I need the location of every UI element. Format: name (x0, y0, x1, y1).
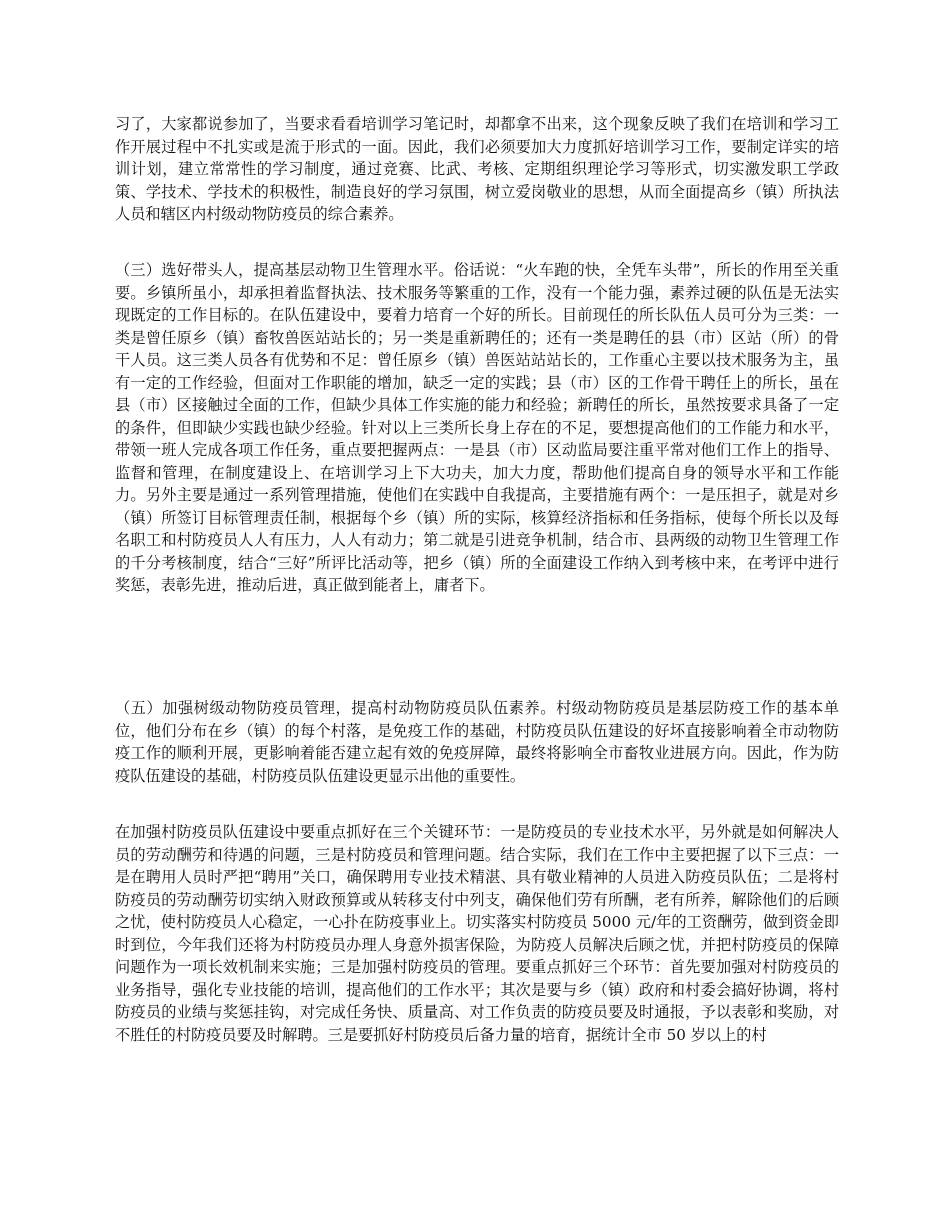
paragraph-training: 习了，大家都说参加了，当要求看看培训学习笔记时，却都拿不出来，这个现象反映了我们在培训和学习工作开展过程中不扎实或是流于形式的一面。因此，我们必须要加大力度抓好培训学习工作，要制定详实的培训计划，建立常常性的学习制度，通过竞赛、比武、考核、定期组织理论学习等形式，切实激发职工学政策、学技术、学技术的积极性，制造良好的学习氛围，树立爱岗敬业的思想，从而全面提高乡（镇）所执法人员和辖区内村级动物防疫员的综合素养。 (115, 115, 839, 223)
paragraph-section-five: （五）加强树级动物防疫员管理，提高村动物防疫员队伍素养。村级动物防疫员是基层防疫工作的基本单位，他们分布在乡（镇）的每个村落，是免疫工作的基础，村防疫员队伍建设的好坏直接影响着全市动物防疫工作的顺利开展，更影响着能否建立起有效的免疫屏障，最终将影响全市畜牧业进展方向。因此，作为防疫队伍建设的基础，村防疫员队伍建设更显示出他的重要性。 (115, 699, 839, 785)
paragraph-village-staff: 在加强村防疫员队伍建设中要重点抓好在三个关键环节：一是防疫员的专业技术水平，另外就是如何解决人员的劳动酬劳和待遇的问题，三是村防疫员和管理问题。结合实际，我们在工作中主要把握了以下三点：一是在聘用人员时严把“聘用”关口，确保聘用专业技术精湛、具有敬业精神的人员进入防疫员队伍；二是将村防疫员的劳动酬劳切实纳入财政预算或从转移支付中列支，确保他们劳有所酬，老有所养，解除他们的后顾之忧，使村防疫员人心稳定，一心扑在防疫事业上。切实落实村防疫员 5000 元/年的工资酬劳，做到资金即时到位，今年我们还将为村防疫员办理人身意外损害保险，为防疫人员解决后顾之忧，并把村防疫员的保障问题作为一项长效机制来实施；三是加强村防疫员的管理。要重点抓好三个环节：首先要加强对村防疫员的业务指导，强化专业技能的培训，提高他们的工作水平；其次是要与乡（镇）政府和村委会搞好协调，将村防疫员的业绩与奖惩挂钩，对完成任务快、质量高、对工作负责的防疫员要及时通报，予以表彰和奖励，对不胜任的村防疫员要及时解聘。三是要抓好村防疫员后备力量的培育，据统计全市 50 岁以上的村 (115, 823, 839, 1044)
paragraph-section-three: （三）选好带头人，提高基层动物卫生管理水平。俗话说：“火车跑的快，全凭车头带”，所长的作用至关重要。乡镇所虽小，却承担着监督执法、技术服务等繁重的工作，没有一个能力强，素养过硬的队伍是无法实现既定的工作目标的。在队伍建设中，要着力培育一个好的所长。目前现任的所长队伍人员可分为三类：一类是曾任原乡（镇）畜牧兽医站站长的；另一类是重新聘任的；还有一类是聘任的县（市）区站（所）的骨干人员。这三类人员各有优势和不足：曾任原乡（镇）兽医站站站长的，工作重心主要以技术服务为主，虽有一定的工作经验，但面对工作职能的增加，缺乏一定的实践；县（市）区的工作骨干聘任上的所长，虽在县（市）区接触过全面的工作，但缺少具体工作实施的能力和经验；新聘任的所长，虽然按要求具备了一定的条件，但即缺少实践也缺少经验。针对以上三类所长身上存在的不足，要想提高他们的工作能力和水平，带领一班人完成各项工作任务，重点要把握两点：一是县（市）区动监局要注重平常对他们工作上的指导、监督和管理，在制度建设上、在培训学习上下大功夫，加大力度，帮助他们提高自身的领导水平和工作能力。另外主要是通过一系列管理措施，使他们在实践中自我提高，主要措施有两个：一是压担子，就是对乡（镇）所签订目标管理责任制，根据每个乡（镇）所的实际，核算经济指标和任务指标，使每个所长以及每名职工和村防疫员人人有压力，人人有动力；第二就是引进竞争机制，结合市、县两级的动物卫生管理工作的千分考核制度，结合“三好”所评比活动等，把乡（镇）所的全面建设工作纳入到考核中来，在考评中进行奖惩，表彰先进，推动后进，真正做到能者上，庸者下。 (115, 261, 839, 594)
